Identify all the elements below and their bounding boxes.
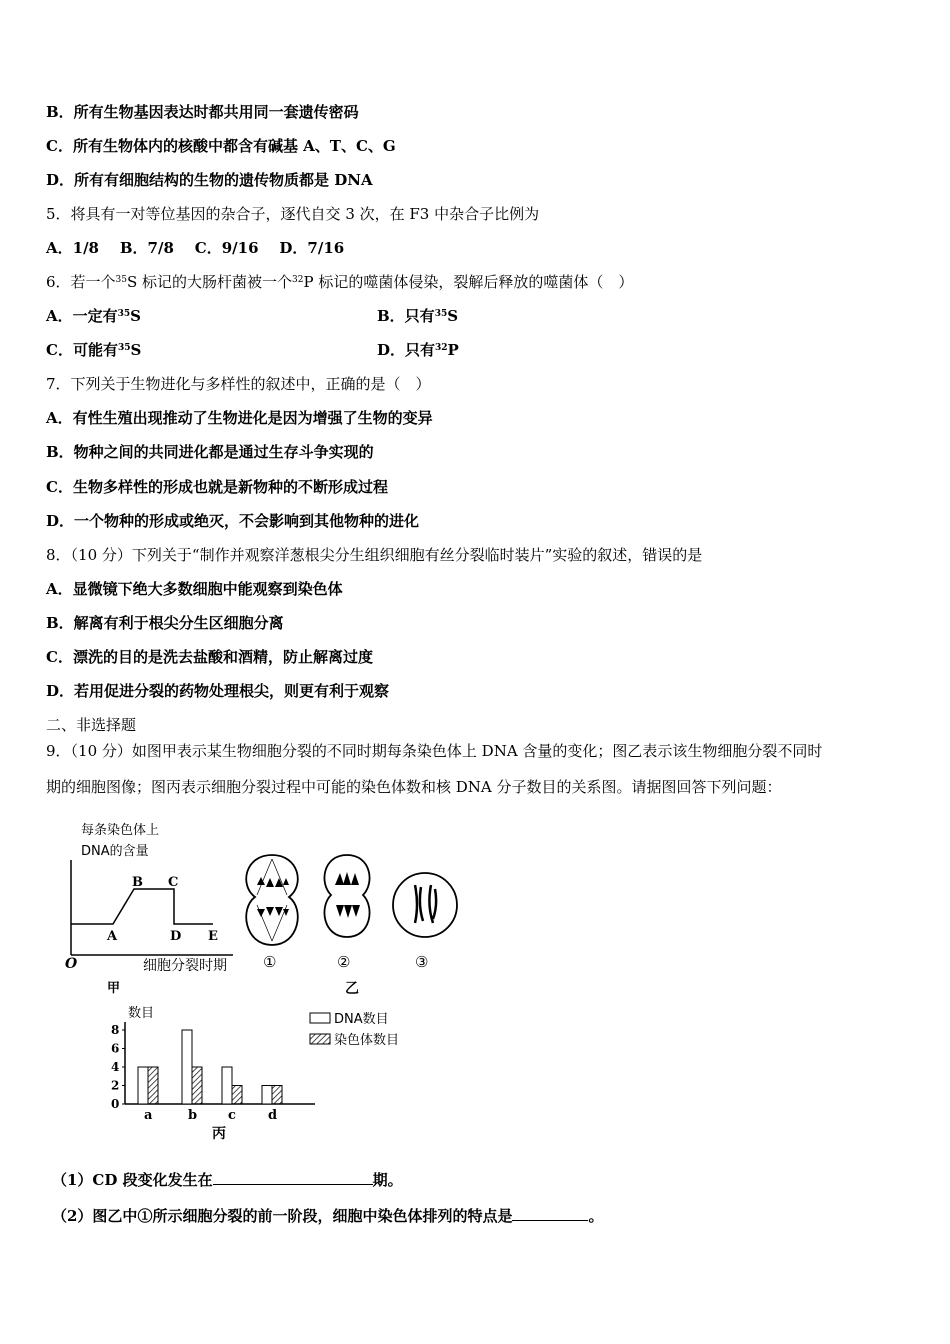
q8-option-d: D．若用促进分裂的药物处理根尖，则更有利于观察 (46, 682, 390, 700)
bing-ytick-label-0: 0 (111, 1097, 120, 1111)
q5-stem: 5．将具有一对等位基因的杂合子，逐代自交 3 次，在 F3 中杂合子比例为 (46, 205, 540, 223)
legend-chromosome-swatch (310, 1034, 330, 1044)
yi-cell-2 (324, 855, 369, 937)
category-label-c: c (228, 1108, 236, 1123)
section-heading: 二、非选择题 (46, 716, 137, 734)
jia-origin: O (65, 956, 78, 972)
q6-option-b: B．只有$^{35}$S (377, 307, 459, 325)
q4-option-c: C．所有生物体内的核酸中都含有碱基 A、T、C、G (46, 137, 396, 155)
yi-cell-1 (246, 855, 298, 945)
q8-option-a: A．显微镜下绝大多数细胞中能观察到染色体 (46, 580, 343, 598)
yi-label-2: ② (337, 953, 351, 971)
q4-option-b: B．所有生物基因表达时都共用同一套遗传密码 (46, 103, 359, 121)
bar-d-dna (262, 1086, 272, 1105)
q7-option-b: B．物种之间的共同进化都是通过生存斗争实现的 (46, 443, 374, 461)
q9-sub2: （2）图乙中①所示细胞分裂的前一阶段，细胞中染色体排列的特点是 。 (52, 1207, 604, 1225)
q5-options: A．1/8 B．7/8 C．9/16 D．7/16 (46, 239, 345, 257)
q7-option-d: D．一个物种的形成或绝灭，不会影响到其他物种的进化 (46, 512, 420, 530)
q8-stem: 8．（10 分）下列关于“制作并观察洋葱根尖分生组织细胞有丝分裂临时装片”实验的叙述，错误的是 (46, 546, 703, 564)
bing-ytick-label-4: 4 (111, 1060, 120, 1074)
yi-label-1: ① (263, 953, 277, 971)
q9-sub1: （1）CD 段变化发生在 期。 (52, 1171, 403, 1189)
yi-caption: 乙 (345, 981, 359, 997)
bar-c-chromosome (232, 1086, 242, 1105)
category-label-a: a (144, 1108, 153, 1123)
q6-option-c: C．可能有$^{35}$S (46, 341, 142, 359)
bing-ytick-label-6: 6 (111, 1041, 120, 1056)
q7-option-c: C．生物多样性的形成也就是新物种的不断形成过程 (46, 478, 388, 496)
yi-cell-3 (393, 873, 457, 937)
bar-c-dna (222, 1067, 232, 1104)
jia-ylabel-2: DNA的含量 (81, 844, 149, 859)
bar-d-chromosome (272, 1086, 282, 1105)
bing-ylabel: 数目 (128, 1006, 155, 1021)
bar-a-chromosome (148, 1067, 158, 1104)
jia-dna-curve (71, 889, 213, 924)
figure-yi (235, 845, 465, 1000)
bing-caption: 丙 (212, 1126, 226, 1142)
q9-sub2-blank[interactable] (512, 1206, 588, 1221)
jia-point-a: A (107, 929, 118, 944)
bar-b-chromosome (192, 1067, 202, 1104)
bar-b-dna (182, 1030, 192, 1104)
legend-dna-swatch (310, 1013, 330, 1023)
q7-stem: 7．下列关于生物进化与多样性的叙述中，正确的是（ ） (46, 375, 431, 393)
q7-option-a: A．有性生殖出现推动了生物进化是因为增强了生物的变异 (46, 409, 433, 427)
yi-label-3: ③ (415, 953, 429, 971)
q8-option-b: B．解离有利于根尖分生区细胞分离 (46, 614, 284, 632)
q9-sub1-blank[interactable] (213, 1170, 373, 1185)
jia-point-e: E (208, 929, 218, 944)
q6-option-d: D．只有$^{32}$P (377, 341, 459, 359)
category-label-b: b (188, 1108, 198, 1123)
q9-stem-line1: 9．（10 分）如图甲表示某生物细胞分裂的不同时期每条染色体上 DNA 含量的变化；图乙表示该生物细胞分裂不同时 (46, 742, 823, 760)
figure-jia (55, 820, 245, 1000)
jia-point-c: C (168, 875, 179, 890)
jia-ylabel-1: 每条染色体上 (81, 823, 160, 838)
q6-stem: 6．若一个$^{35}$S 标记的大肠杆菌被一个$^{32}$P 标记的噬菌体侵染，裂解后释放的噬菌体（ ） (46, 273, 634, 291)
category-label-d: d (268, 1108, 278, 1123)
jia-point-d: D (170, 929, 182, 944)
legend-chromosome-label: 染色体数目 (334, 1033, 400, 1048)
jia-xlabel: 细胞分裂时期 (143, 958, 227, 974)
q9-stem-line2: 期的细胞图像；图丙表示细胞分裂过程中可能的染色体数和核 DNA 分子数目的关系图。请据图回答下列问题： (46, 778, 782, 796)
q6-option-a: A．一定有$^{35}$S (46, 307, 142, 325)
bar-a-dna (138, 1067, 148, 1104)
q4-option-d: D．所有有细胞结构的生物的遗传物质都是 DNA (46, 171, 373, 189)
bing-ytick-label-2: 2 (111, 1078, 120, 1093)
jia-point-b: B (132, 875, 143, 890)
legend-dna-label: DNA数目 (334, 1012, 389, 1027)
bing-ytick-label-8: 8 (111, 1023, 120, 1037)
jia-caption: 甲 (107, 981, 121, 996)
figure-bing-chart (100, 1000, 440, 1145)
q8-option-c: C．漂洗的目的是洗去盐酸和酒精，防止解离过度 (46, 648, 373, 666)
